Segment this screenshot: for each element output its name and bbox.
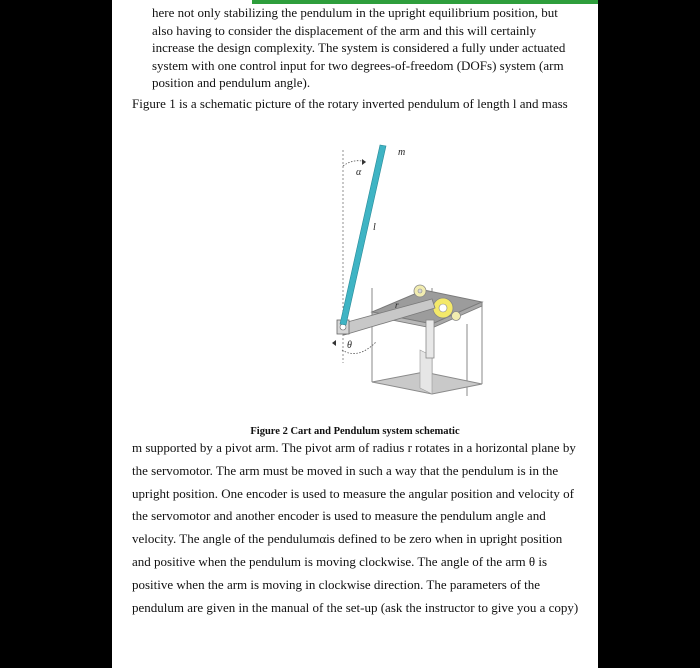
encoder-icon [452, 312, 461, 321]
pendulum-rod [340, 145, 386, 325]
text-line: position and pendulum angle). [152, 75, 311, 90]
figure-caption: Figure 2 Cart and Pendulum system schematic [250, 426, 460, 437]
text-line: pendulum are given in the manual of the set-up (ask the instructor to give you a copy) [132, 599, 579, 615]
document-page [112, 0, 598, 668]
text-line: positive when the arm is moving in clockwise direction. The parameters of the [132, 576, 541, 592]
text-line: also having to consider the displacement of the arm and this will certainly [152, 22, 537, 38]
text-line: the servomotor and another encoder is used to measure the pendulum angle and [132, 508, 546, 524]
label-theta: θ [347, 340, 352, 351]
label-r: r [395, 300, 399, 310]
label-m: m [398, 147, 406, 158]
pendulum-schematic [332, 138, 492, 400]
paragraph-body [132, 437, 588, 619]
paragraph-intro: Figure 1 is a schematic picture of the rotary inverted pendulum of length l and mass [132, 96, 568, 111]
theta-arrow-icon [332, 340, 336, 346]
label-l: l [373, 222, 376, 233]
pendulum-figure [332, 138, 492, 400]
text-line: here not only stabilizing the pendulum in the upright equilibrium position, but [152, 5, 558, 20]
label-alpha: α [356, 167, 362, 178]
text-line: the servomotor. The arm must be moved in such a way that the pendulum is in the [132, 462, 559, 478]
motor-shaft [426, 320, 434, 358]
gear-hub-icon [439, 304, 447, 312]
alpha-arrow-icon [362, 159, 366, 165]
text-line: upright position. One encoder is used to measure the angular position and velocity of [132, 485, 574, 501]
gear-hub-icon [418, 289, 422, 293]
text-line: m supported by a pivot arm. The pivot arm of radius r rotates in a horizontal plane by [132, 440, 576, 455]
paragraph-top [152, 4, 582, 92]
text-line: system with one control input for two degrees-of-freedom (DOFs) system (arm [152, 57, 564, 73]
text-line: velocity. The angle of the pendulumαis defined to be zero when in upright position [132, 531, 563, 547]
text-line: and positive when the pendulum is moving clockwise. The angle of the arm θ is [132, 553, 548, 569]
text-line: increase the design complexity. The system is considered a fully under actuated [152, 40, 566, 55]
